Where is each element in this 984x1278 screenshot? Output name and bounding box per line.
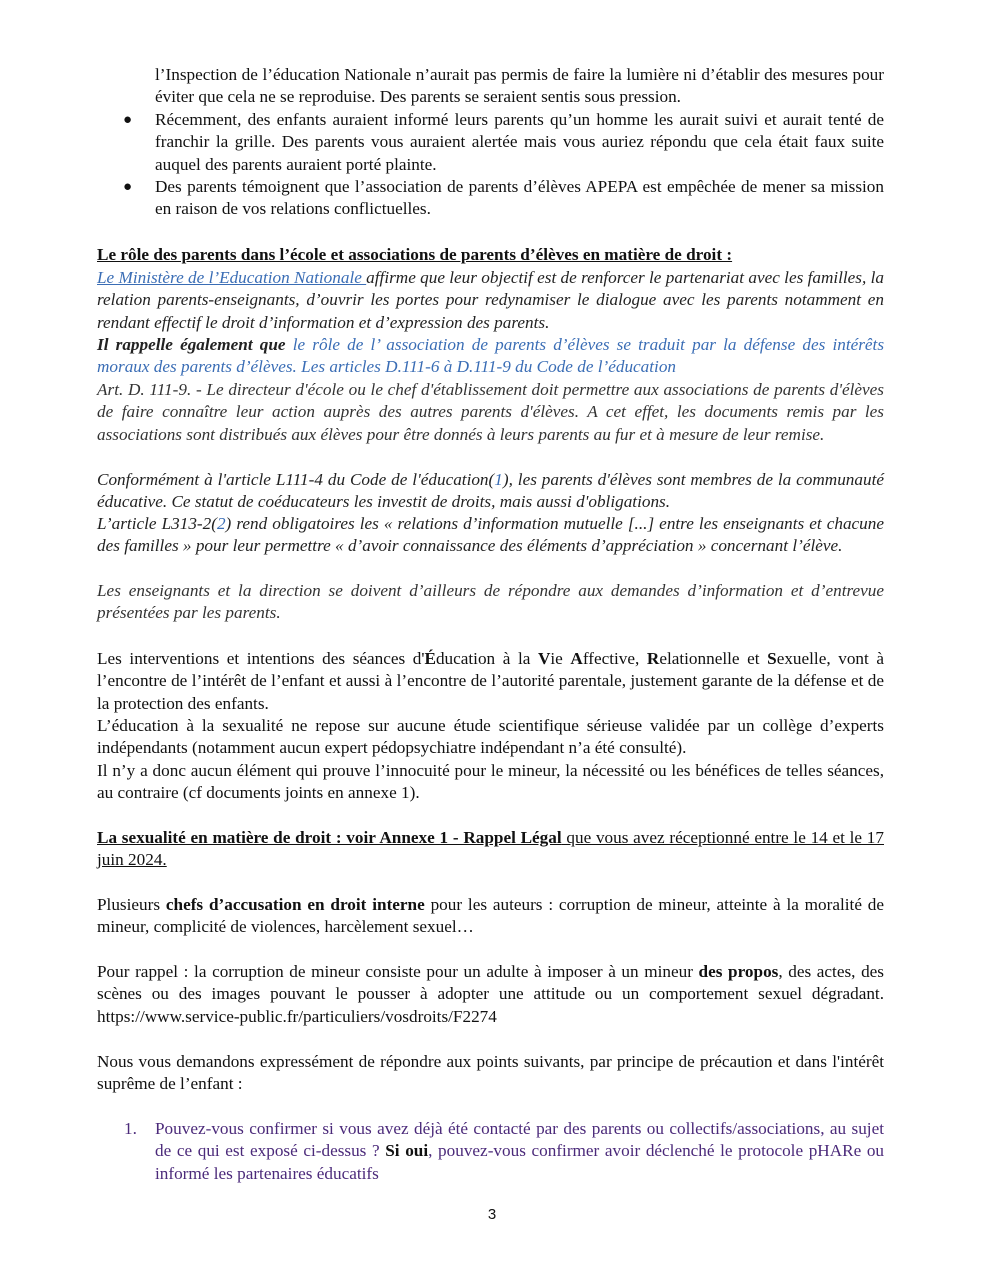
education-paragraph: L’éducation à la sexualité ne repose sur aucune étude scientifique sérieuse validée par un collège d’experts indépendants (notamment aucun expert pédopsychiatre indépendant n’a été consulté). (97, 716, 884, 758)
page-number: 3 (487, 1206, 497, 1223)
bullet-item: Récemment, des enfants auraient informé leurs parents qu’un homme les aurait suivi et aurait tenté de franchir la grille. Des parents vous auraient alertée mais vous auriez répondu que cela était faux suite auquel des parents auraient porté plainte. (155, 110, 884, 174)
list-number: 1. (124, 1119, 137, 1138)
bullet-item: Des parents témoignent que l’association de parents d’élèves APEPA est empêchée de mener sa mission en raison de vos relations conflictuelles. (155, 177, 884, 219)
articles-link[interactable]: Les articles D.111-6 à D.111-9 du Code de l’éducation (301, 357, 677, 377)
innocuite-paragraph: Il n’y a donc aucun élément qui prouve l’innocuité pour le mineur, la nécessité ou les bénéfices de telles séances, au contraire (cf documents joints en annexe 1). (97, 761, 884, 803)
section-heading-role: Le rôle des parents dans l’école et associations de parents d’élèves en matière de droit : (97, 245, 733, 264)
bullet-continuation: l’Inspection de l’éducation Nationale n’aurait pas permis de faire la lumière ni d’établir des mesures pour éviter que cela ne se reproduise. Des parents se seraient sentis sous pression. (155, 65, 884, 107)
role-paragraph-l313: L’article L313-2(2) rend obligatoires les « relations d’information mutuelle [...] entre les enseignants et chacune des familles » pour leur permettre « d’avoir connaissance des éléments d’appréciation » concernant l’élève. (97, 514, 885, 556)
chefs-paragraph: Plusieurs chefs d’accusation en droit interne pour les auteurs : corruption de mineur, atteinte à la moralité de mineur, complicité de violences, harcèlement sexuel… (97, 895, 885, 937)
demande-paragraph: Nous vous demandons expressément de répondre aux points suivants, par principe de précaution et dans l'intérêt suprême de l’enfant : (97, 1052, 884, 1094)
role-paragraph-l111: Conformément à l'article L111-4 du Code de l'éducation(1), les parents d'élèves sont membres de la communauté éducative. Ce statut de coéducateurs les investit de droits, mais aussi d'obligations. (97, 470, 884, 512)
role-paragraph-enseignants: Les enseignants et la direction se doivent d’ailleurs de répondre aux demandes d’information et d’entrevue présentées par les parents. (97, 581, 884, 623)
evars-paragraph: Les interventions et intentions des séances d'Éducation à la Vie Affective, Relationnelle et Sexuelle, vont à l’encontre de l’intérêt de l’enfant et aussi à l’encontre de l’autorité parentale, justement garante de la défense et de la protection des enfants. (97, 649, 885, 713)
role-paragraph-2: Il rappelle également que le rôle de l’ association de parents d’élèves se traduit par la défense des intérêts moraux des parents d’élèves. Les articles D.111-6 à D.111-9 du Code de l’éducation (97, 335, 885, 377)
role-paragraph-1: Le Ministère de l’Education Nationale affirme que leur objectif est de renforcer le partenariat avec les familles, la relation parents-enseignants, d’ouvrir les portes pour redynamiser le dialogue avec les parents notamment en rendant effectif le droit d’information et d’expression des parents. (97, 268, 884, 332)
rappel-paragraph: Pour rappel : la corruption de mineur consiste pour un adulte à imposer à un mineur des propos, des actes, des scènes ou des images pouvant le pousser à adopter une attitude ou un comportement sexuel dégradant. https://www.service-public.fr/particuliers/vosdroits/F2274 (97, 962, 884, 1026)
role-paragraph-article: Art. D. 111-9. - Le directeur d'école ou le chef d'établissement doit permettre aux associations de parents d'élèves de faire connaître leur action auprès des autres parents d'élèves. A cet effet, les documents remis par les associations sont distribués aux élèves pour être donnés à leurs parents au fur et à mesure de leur remise. (97, 380, 884, 444)
bullet-marker: ● (123, 112, 133, 128)
ministere-link[interactable]: Le Ministère de l’Education Nationale (97, 268, 367, 287)
footnote-ref-2[interactable]: 2 (216, 514, 226, 533)
list-item: Pouvez-vous confirmer si vous avez déjà été contacté par des parents ou collectifs/associations, au sujet de ce qui est exposé ci-dessus ? Si oui, pouvez-vous confirmer avoir déclenché le protocole pHARe ou informé les partenaires éducatifs (155, 1119, 885, 1183)
section-heading-sexualite: La sexualité en matière de droit : voir Annexe 1 - Rappel Légal que vous avez réceptionné entre le 14 et le 17 juin 2024. (97, 828, 884, 870)
footnote-ref-1[interactable]: 1 (494, 470, 503, 489)
bullet-marker: ● (123, 179, 133, 195)
